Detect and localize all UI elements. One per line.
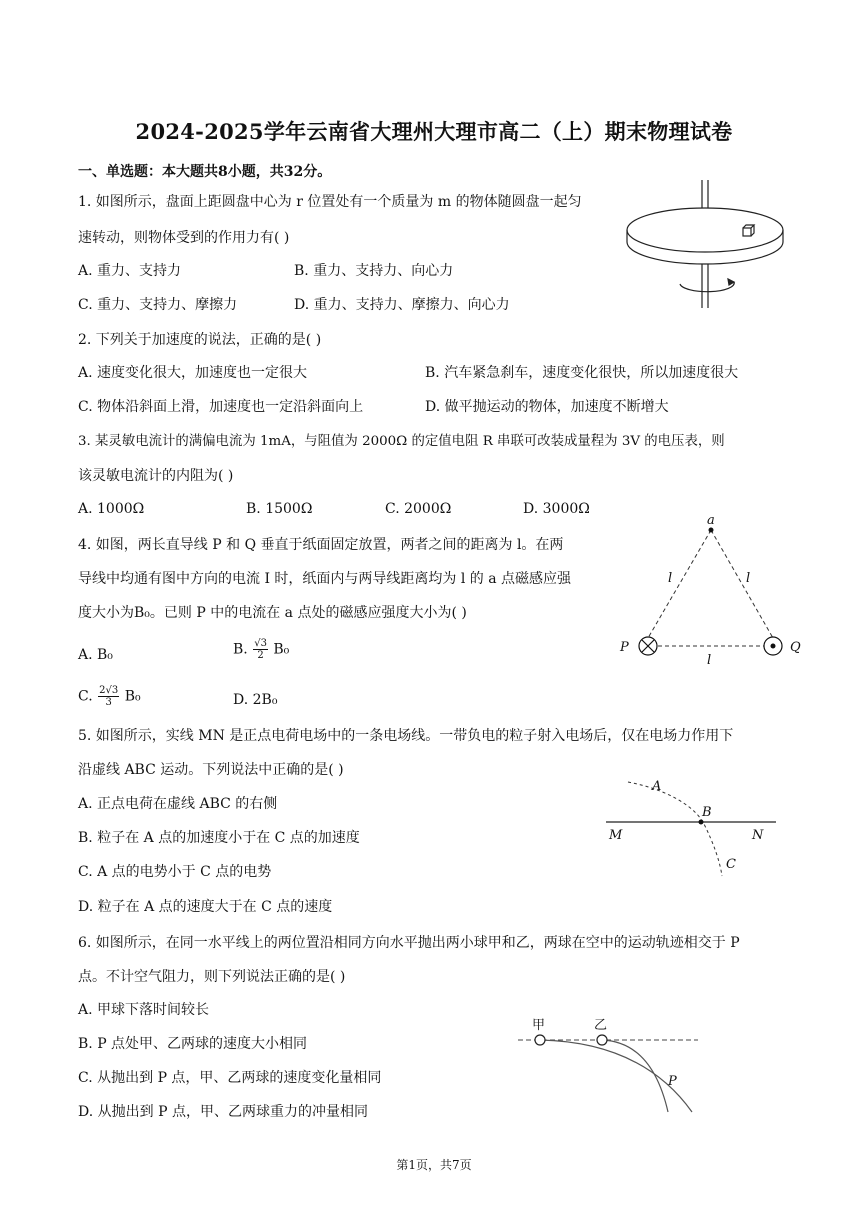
ball-jia: [535, 1035, 545, 1045]
q4-option-c-prefix: C.: [78, 688, 93, 705]
q6-projectile-figure: [512, 1012, 712, 1117]
q4-option-c-fraction: [98, 685, 119, 708]
q4-option-b: [233, 638, 289, 661]
label-n: N: [752, 828, 764, 843]
label-m: M: [609, 828, 623, 843]
q6-stem-line1: 6. 如图所示，在同一水平线上的两位置沿相同方向水平抛出两小球甲和乙，两球在空中的运动轨迹相交于 P: [78, 935, 740, 951]
q4-option-c-numerator: 2√3: [99, 685, 119, 696]
q2-option-d: D. 做平抛运动的物体，加速度不断增大: [425, 399, 669, 415]
label-a: A: [652, 779, 662, 794]
q4-option-c-denominator: 3: [105, 697, 112, 708]
q6-option-c: C. 从抛出到 P 点，甲、乙两球的速度变化量相同: [78, 1070, 382, 1086]
q1-stem-line1: 1. 如图所示，盘面上距圆盘中心为 r 位置处有一个质量为 m 的物体随圆盘一起匀: [78, 194, 582, 210]
label-b: B: [702, 805, 712, 820]
q5-stem-line1: 5. 如图所示，实线 MN 是正点电荷电场中的一条电场线。一带负电的粒子射入电场后，仅在电场力作用下: [78, 728, 734, 744]
q3-option-c: C. 2000Ω: [385, 501, 452, 517]
q4-option-d: D. 2B₀: [233, 692, 278, 708]
label-l-left: l: [668, 571, 673, 586]
q1-option-c: C. 重力、支持力、摩擦力: [78, 297, 238, 313]
q2-option-b: B. 汽车紧急刹车，速度变化很快，所以加速度很大: [425, 365, 739, 381]
q6-stem-line2: 点。不计空气阻力，则下列说法正确的是( ): [78, 969, 346, 985]
q5-stem-line2: 沿虚线 ABC 运动。下列说法中正确的是( ): [78, 762, 344, 778]
q4-option-b-fraction: [253, 638, 268, 661]
label-c: C: [726, 857, 736, 872]
q1-turntable-figure: [622, 180, 792, 315]
q4-stem-line1: 4. 如图，两长直导线 P 和 Q 垂直于纸面固定放置，两者之间的距离为 l。在两: [78, 537, 564, 553]
q4-option-c-suffix: B₀: [124, 688, 141, 705]
q3-option-b: B. 1500Ω: [246, 501, 313, 517]
label-l-right: l: [746, 571, 751, 586]
q4-option-b-numerator: √3: [254, 638, 267, 649]
label-p: P: [620, 640, 629, 655]
label-q: Q: [790, 640, 801, 655]
trajectory-abc: [628, 782, 722, 876]
q6-option-d: D. 从抛出到 P 点，甲、乙两球重力的冲量相同: [78, 1104, 368, 1120]
label-jia: 甲: [532, 1018, 546, 1033]
q2-stem: 2. 下列关于加速度的说法，正确的是( ): [78, 332, 322, 348]
q1-option-d: D. 重力、支持力、摩擦力、向心力: [294, 297, 510, 313]
q1-option-b: B. 重力、支持力、向心力: [294, 263, 454, 279]
q6-option-a: A. 甲球下落时间较长: [78, 1002, 210, 1018]
label-yi: 乙: [594, 1018, 608, 1033]
q5-option-b: B. 粒子在 A 点的加速度小于在 C 点的加速度: [78, 830, 360, 846]
q2-option-a: A. 速度变化很大，加速度也一定很大: [78, 365, 308, 381]
q4-wires-figure: [612, 510, 812, 670]
q3-stem-line2: 该灵敏电流计的内阻为( ): [78, 468, 234, 484]
q3-stem-line1: 3. 某灵敏电流计的满偏电流为 1mA，与阻值为 2000Ω 的定值电阻 R 串联可改装成量程为 3V 的电压表，则: [78, 434, 725, 449]
q3-option-a: A. 1000Ω: [78, 501, 145, 517]
q5-option-c: C. A 点的电势小于 C 点的电势: [78, 864, 272, 880]
q1-stem-line2: 速转动，则物体受到的作用力有( ): [78, 230, 290, 246]
label-p: P: [668, 1074, 677, 1089]
q5-option-a: A. 正点电荷在虚线 ABC 的右侧: [78, 796, 278, 812]
q2-option-c: C. 物体沿斜面上滑，加速度也一定沿斜面向上: [78, 399, 364, 415]
q4-stem-line2: 导线中均通有图中方向的电流 I 时，纸面内与两导线距离均为 l 的 a 点磁感应强: [78, 571, 572, 587]
label-a: a: [707, 513, 715, 528]
q4-option-b-prefix: B.: [233, 641, 248, 658]
q4-option-a: A. B₀: [78, 647, 113, 663]
q3-option-d: D. 3000Ω: [523, 501, 590, 517]
ball-yi: [597, 1035, 607, 1045]
q4-option-c: [78, 685, 141, 708]
q4-option-b-suffix: B₀: [273, 641, 290, 658]
section-heading: 一、单选题：本大题共8小题，共32分。: [78, 164, 332, 180]
page-footer: 第1页，共7页: [396, 1158, 472, 1172]
q4-option-b-denominator: 2: [257, 650, 264, 661]
q5-option-d: D. 粒子在 A 点的速度大于在 C 点的速度: [78, 899, 333, 915]
q1-option-a: A. 重力、支持力: [78, 263, 182, 279]
q6-option-b: B. P 点处甲、乙两球的速度大小相同: [78, 1036, 308, 1052]
q5-field-line-figure: [600, 772, 790, 882]
point-a-marker: [709, 528, 714, 533]
page-title: 2024-2025学年云南省大理州大理市高二（上）期末物理试卷: [135, 119, 733, 144]
label-l-bottom: l: [707, 653, 712, 668]
q4-stem-line3: 度大小为B₀。已则 P 中的电流在 a 点处的磁感应强度大小为( ): [78, 605, 467, 621]
